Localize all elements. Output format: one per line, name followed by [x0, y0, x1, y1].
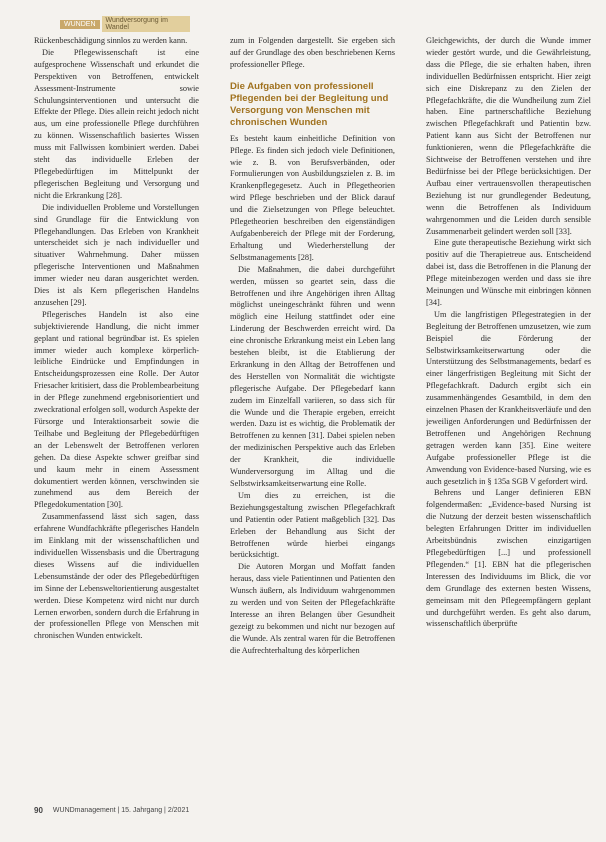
paragraph: Gleichgewichts, der durch die Wunde immer wieder gestört wurde, und die Gewährleistung, dass die Pflege, die sie erhalten haben, ihren individuellen Bedürfnissen entspricht. Hier zeigt sich eine Diskrepanz zu den Zielen der Pflegefachkräfte, die die Wundheilung zum Ziel haben. Eine partnerschaftliche Beziehung zwischen Pflegefachkraft und Patientin bzw. Patient kann aus Sicht der Betroffenen nur funktionieren, wenn die Pflegefachkräfte die Sichtweise der Betroffenen verstehen und ihre Bedürfnisse bei der Pflege berücksichtigen. Der Aufbau einer vertrauensvollen therapeutischen Beziehung ist nur grundlegender Bedeutung, wenn die Betroffenen als Individuum wahrgenommen und die Leiden durch sensible Zusammenarbeit gelindert werden soll [33]. — [426, 36, 591, 236]
page-number: 90 — [34, 806, 43, 815]
page-footer — [34, 806, 189, 815]
paragraph: Um die langfristigen Pflegestrategien in der Begleitung der Betroffenen umzusetzen, wie zum Beispiel die Förderung der Selbstwirksamkeitserwartung oder die Unterstützung des Selbstmanagements, bedarf es einer längerfristigen Begleitung mit Sicht der Pflegefachkraft. Dadurch ergibt sich ein zusammenhängendes Gesamtbild, in dem den einzelnen Phasen der Krankheitsverläufe und den jeweiligen Anforderungen und Bedürfnissen der Betroffenen und Angehörigen Rechnung getragen werden kann [35]. Eine weitere Aufgabe professioneller Pflege ist die Anwendung von Evidence-based Nursing, wie es auch gesetzlich in § 135a SGB V gefordert wird. — [426, 309, 591, 486]
paragraph: Pflegerisches Handeln ist also eine subjektivierende Handlung, die nicht immer geplant und rational begründbar ist. Es spielen immer wieder auch komplexe körperlich-leibliche Eindrücke und Empfindungen in Entscheidungsprozessen eine Rolle. Der Autor Friesacher kritisiert, dass die Problembearbeitung in der Pflege zunehmend ergebnisorientiert und zweckrational erfolgen soll, wodurch Aspekte der Fürsorge und Interaktionsarbeit sowie die Teilhabe und Begleitung der Pflegebedürftigen an der Lebenswelt der Betroffenen verloren gehen. Da diese Aspekte schwer greifbar sind und kaum mehr in einem Assessment dokumentiert werden können, verschwinden sie zunehmend aus dem Bereich der Pflegedokumentation [30]. — [34, 309, 199, 510]
section-topic: Wundversorgung im Wandel — [102, 16, 191, 32]
section-label: WUNDEN — [60, 20, 100, 29]
paragraph: Eine gute therapeutische Beziehung wirkt sich positiv auf die Therapietreue aus. Entscheidend dabei ist, dass die Betroffenen in die Planung der Pflege miteinbezogen werden und dass sie ihre Meinungen und Wünsche mit einbringen können [34]. — [426, 238, 591, 307]
paragraph: Die individuellen Probleme und Vorstellungen sind Grundlage für die Entwicklung von Pflegehandlungen. Das Erleben von Krankheit unterscheidet sich je nach individueller und situativer Wahrnehmung. Daher müssen pflegerische Interventionen und Maßnahmen immer wieder neu daran ausgerichtet werden. Dies ist als Kern pflegerischen Handelns anzusehen [29]. — [34, 202, 199, 307]
paragraph: Um dies zu erreichen, ist die Beziehungsgestaltung zwischen Pflegefachkraft und Patientin oder Patient maßgeblich [32]. Das Erleben der Behandlung aus Sicht der Betroffenen würde hierbei eingangs berücksichtigt. — [230, 490, 395, 560]
paragraph: Die Autoren Morgan und Moffatt fanden heraus, dass viele Patientinnen und Patienten den Wunsch äußern, als Individuum wahrgenommen zu werden und von Seiten der Pflegefachkräfte Interesse an ihren Belangen über Gesundheit gezeigt zu bekommen und nicht nur bezogen auf die Wunde. Als zentral waren für die Betroffenen die Aufrechterhaltung des körperlichen — [230, 562, 395, 655]
section-heading: Die Aufgaben von professionell Pflegenden bei der Begleitung und Versorgung von Menschen mit chronischen Wunden — [230, 80, 389, 128]
text-column-3 — [426, 35, 591, 815]
paragraph: Zusammenfassend lässt sich sagen, dass erfahrene Wundfachkräfte pflegerisches Handeln im Einklang mit der wissenschaftlichen und individuellen Wissensbasis und die Übertragung dieses Wissens auf die individuellen Lebensumstände der oder des Pflegebedürftigen im Sinne der Lebensweltorientierung ausgestaltet werden. Diese Kompetenz wird nicht nur durch Lernen erworben, sondern durch die Erfahrung in der professionellen Pflege von Menschen mit chronischen Wunden entwickelt. — [34, 512, 199, 641]
paragraph: Behrens und Langer definieren EBN folgendermaßen: „Evidence-based Nursing ist die Nutzung der derzeit besten wissenschaftlich belegten Erfahrungen Dritter im individuellen Arbeitsbündnis zwischen einzigartigen Pflegebedürftigen [...] und professionell Pflegenden.“ [1]. EBN hat die pflegerischen Interessen des Individuums im Blick, die vor dem Grundlage des externen besten Wissens, gemeinsam mit den Pflegeempfängern geplant und durchgeführt werden. Es geht also darum, wissenschaftlich überprüfte — [426, 488, 591, 629]
journal-info: WUNDmanagement | 15. Jahrgang | 2/2021 — [52, 807, 190, 814]
paragraph: Die Pflegewissenschaft ist eine aufgesprochene Wissenschaft und erkundet die Perspektiven von Betroffenen, entwickelt Assessment-Instrumente sowie Schulungsinterventionen und untersucht die Effekte der Pflege. Dies allein reicht jedoch nicht aus, um eine professionelle Pflege durchführen zu können. Wissenschaftlich basiertes Wissen muss mit Fallwissen kombiniert werden. Dabei steht das individuelle Erleben der Pflegebedürftigen im Mittelpunkt der pflegerischen Begleitung und Versorgung und nicht die Erkrankung [28]. — [34, 47, 199, 200]
paragraph: Die Maßnahmen, die dabei durchgeführt werden, müssen so geartet sein, dass die Betroffenen und ihre Angehörigen ihren Alltag möglichst uneingeschränkt führen und wenn möglich eine Heilung stattfindet oder eine Linderung der Beschwerden erreicht wird. Da eine chronische Erkrankung meist ein Leben lang bestehen bleibt, ist die Etablierung der Erkrankung in den Alltag der Betroffenen und des Herstellen von Normalität die wichtigste pflegerische Aufgabe. Der Pflegebedarf kann zudem im Einzelfall variieren, so dass sich für die Wunde und die Therapie ergeben, erreicht werden. Dazu ist es wichtig, die Problematik der Betroffenen zu kennen [31]. Dabei spielen neben der medizinischen Perspektive auch das Erleben der Krankheit, die individuelle Wunderversorgung im Alltag und die Selbstwirksamkeitserwartung eine Rolle. — [230, 264, 395, 488]
paragraph: Rückenbeschädigung sinnlos zu werden kann. — [34, 36, 188, 45]
text-column-2 — [230, 35, 395, 815]
paragraph: Es besteht kaum einheitliche Definition von Pflege. Es finden sich jedoch viele Definitionen, wie z. B. von Berufsverbänden, oder Formulierungen von Ausbildungszielen z. B. im Krankenpflegegesetz. Auch in Pflegetheorien wird Pflege beschrieben und der Blick darauf und die Zielsetzungen von Pflege beleuchtet. Pflegetheorien beschreiben den eigenständigen Aufgabenbereich der Pflege mit der Forderung, Erhaltung und Wiederherstellung der Selbstmanagements [28]. — [230, 133, 395, 262]
paragraph: zum in Folgenden dargestellt. Sie ergeben sich auf der Grundlage des oben beschriebenen Kerns professioneller Pflege. — [230, 36, 395, 69]
section-header — [60, 18, 190, 30]
text-column-1 — [34, 35, 199, 815]
